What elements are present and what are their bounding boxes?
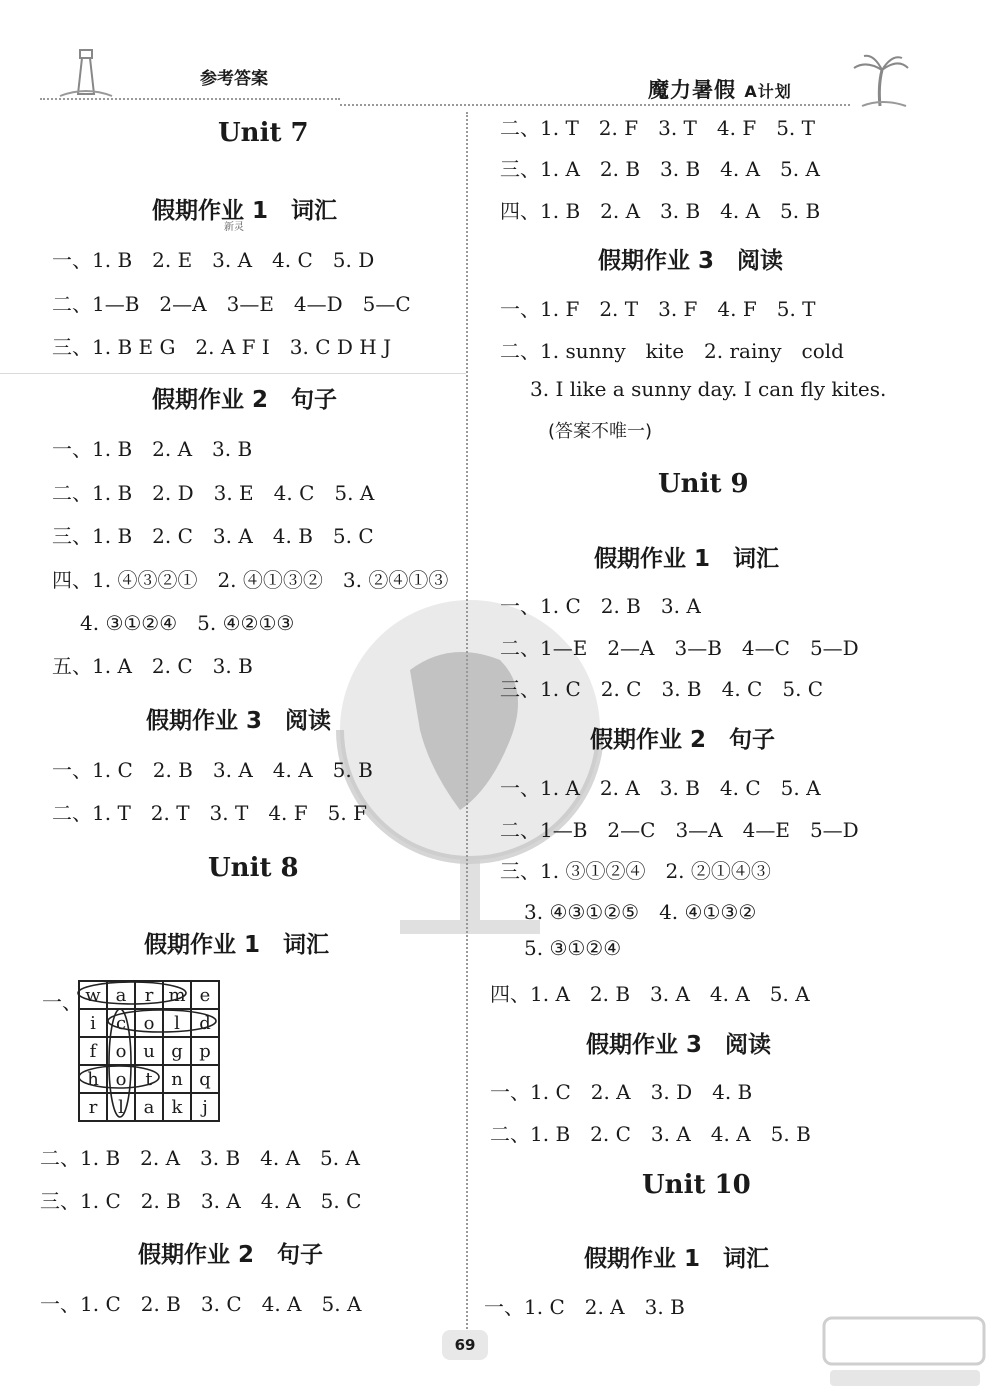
grid-cell: r bbox=[135, 981, 163, 1009]
answer-row: 5. ③①②④ bbox=[524, 936, 622, 960]
answer-row: 二、1—B 2—A 3—E 4—D 5—C bbox=[52, 292, 411, 316]
answer-row: 三、1. C 2. C 3. B 4. C 5. C bbox=[500, 677, 824, 701]
grid-cell: k bbox=[163, 1093, 191, 1121]
grid-cell: w bbox=[79, 981, 107, 1009]
section-heading: 假期作业 1 词汇 bbox=[144, 932, 330, 958]
answer-row: 二、1. sunny kite 2. rainy cold bbox=[500, 339, 844, 363]
section-heading: 假期作业 2 句子 bbox=[590, 727, 776, 753]
answer-row: 二、1. T 2. F 3. T 4. F 5. T bbox=[500, 116, 815, 140]
grid-cell: l bbox=[163, 1009, 191, 1037]
answer-row: 3. I like a sunny day. I can fly kites. bbox=[530, 377, 887, 401]
answer-row: 二、1—E 2—A 3—B 4—C 5—D bbox=[500, 636, 859, 660]
answer-row: 三、1. ③①②④ 2. ②①④③ bbox=[500, 859, 771, 883]
word-circles-overlay bbox=[76, 978, 220, 1122]
answer-row: 3. ④③①②⑤ 4. ④①③② bbox=[524, 900, 757, 924]
grid-cell: j bbox=[191, 1093, 219, 1121]
grid-cell: i bbox=[79, 1009, 107, 1037]
grid-cell: o bbox=[107, 1065, 135, 1093]
answer-row: 一、1. C 2. B 3. A bbox=[500, 594, 701, 618]
answer-row-prefix: 一、 bbox=[42, 990, 82, 1014]
grid-cell: g bbox=[163, 1037, 191, 1065]
answer-note: (答案不唯一) bbox=[548, 421, 653, 442]
page-number: 69 bbox=[442, 1330, 488, 1360]
grid-cell: u bbox=[135, 1037, 163, 1065]
answer-row: 一、1. C 2. B 3. C 4. A 5. A bbox=[40, 1292, 362, 1316]
unit-heading: Unit 7 bbox=[218, 118, 309, 148]
answer-row: 一、1. C 2. A 3. B bbox=[484, 1295, 685, 1319]
answer-row: 一、1. C 2. B 3. A 4. A 5. B bbox=[52, 758, 373, 782]
section-heading: 假期作业 1 词汇 bbox=[584, 1246, 770, 1272]
unit-heading: Unit 10 bbox=[642, 1170, 751, 1200]
section-heading: 假期作业 2 句子 bbox=[138, 1242, 324, 1268]
header-right-title bbox=[648, 74, 792, 104]
book-subtitle: A计划 bbox=[744, 82, 792, 101]
grid-cell: l bbox=[107, 1093, 135, 1121]
answer-row: 三、1. A 2. B 3. B 4. A 5. A bbox=[500, 157, 820, 181]
grid-cell: h bbox=[79, 1065, 107, 1093]
book-title: 魔力暑假 bbox=[648, 78, 736, 102]
header-divider-left bbox=[40, 98, 340, 100]
answer-row: 一、1. B 2. A 3. B bbox=[52, 437, 253, 461]
section-heading: 假期作业 3 阅读 bbox=[586, 1032, 772, 1058]
answer-row: 二、1. T 2. T 3. T 4. F 5. F bbox=[52, 801, 367, 825]
answer-row: 四、1. A 2. B 3. A 4. A 5. A bbox=[490, 982, 810, 1006]
palm-tree-icon bbox=[848, 52, 912, 108]
grid-cell: a bbox=[135, 1093, 163, 1121]
grid-cell: r bbox=[79, 1093, 107, 1121]
section-heading: 假期作业 3 阅读 bbox=[146, 708, 332, 734]
grid-cell: e bbox=[191, 981, 219, 1009]
header-divider-right bbox=[340, 104, 850, 106]
section-heading: 假期作业 2 句子 bbox=[152, 387, 338, 413]
grid-cell: c bbox=[107, 1009, 135, 1037]
grid-cell: f bbox=[79, 1037, 107, 1065]
column-divider bbox=[466, 112, 468, 1332]
section-heading: 假期作业 3 阅读 bbox=[598, 248, 784, 274]
answer-row: 二、1. B 2. D 3. E 4. C 5. A bbox=[52, 481, 375, 505]
answer-row: 三、1. C 2. B 3. A 4. A 5. C bbox=[40, 1189, 362, 1213]
grid-cell: d bbox=[191, 1009, 219, 1037]
answer-row: 二、1. B 2. C 3. A 4. A 5. B bbox=[490, 1122, 811, 1146]
stamp: 新灵 bbox=[224, 222, 244, 233]
unit-heading: Unit 8 bbox=[208, 853, 299, 883]
grid-cell: o bbox=[135, 1009, 163, 1037]
answer-row: 五、1. A 2. C 3. B bbox=[52, 654, 253, 678]
answer-row: 一、1. A 2. A 3. B 4. C 5. A bbox=[500, 776, 821, 800]
grid-cell: n bbox=[163, 1065, 191, 1093]
lighthouse-icon bbox=[56, 46, 116, 98]
site-watermark-icon bbox=[820, 1312, 990, 1392]
grid-cell: o bbox=[107, 1037, 135, 1065]
section-heading: 假期作业 1 词汇 bbox=[594, 546, 780, 572]
answer-row: 四、1. B 2. A 3. B 4. A 5. B bbox=[500, 199, 821, 223]
grid-cell: p bbox=[191, 1037, 219, 1065]
header-left-title: 参考答案 bbox=[200, 69, 268, 89]
answer-row: 四、1. ④③②① 2. ④①③② 3. ②④①③ bbox=[52, 568, 449, 592]
grid-cell: q bbox=[191, 1065, 219, 1093]
grid-cell: m bbox=[163, 981, 191, 1009]
unit-heading: Unit 9 bbox=[658, 469, 749, 499]
answer-row: 二、1—B 2—C 3—A 4—E 5—D bbox=[500, 818, 859, 842]
answer-row: 4. ③①②④ 5. ④②①③ bbox=[80, 611, 295, 635]
answer-row: 一、1. B 2. E 3. A 4. C 5. D bbox=[52, 248, 375, 272]
grid-cell: a bbox=[107, 981, 135, 1009]
section-heading: 假期作业 1 词汇 bbox=[152, 198, 338, 224]
answer-row: 二、1. B 2. A 3. B 4. A 5. A bbox=[40, 1146, 360, 1170]
fold-line bbox=[0, 373, 466, 374]
answer-row: 三、1. B 2. C 3. A 4. B 5. C bbox=[52, 524, 374, 548]
answer-row: 三、1. B E G 2. A F I 3. C D H J bbox=[52, 335, 392, 359]
answer-row: 一、1. C 2. A 3. D 4. B bbox=[490, 1080, 753, 1104]
grid-cell: t bbox=[135, 1065, 163, 1093]
answer-row: 一、1. F 2. T 3. F 4. F 5. T bbox=[500, 297, 816, 321]
